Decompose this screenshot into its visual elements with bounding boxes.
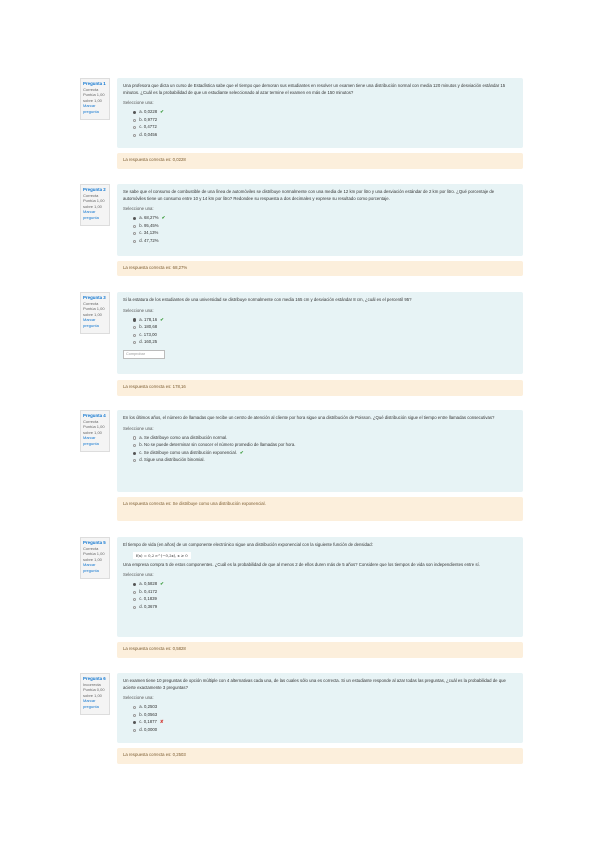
answer-option-text: 0,9772 (143, 116, 158, 122)
radio-button[interactable] (133, 706, 136, 709)
question-text: El tiempo de vida (en años) de un componente electrónico sigue una distribución exponencial con la siguiente función de densidad: (123, 542, 373, 547)
answer-option[interactable] (133, 316, 517, 324)
select-label: Seleccione una: (123, 307, 154, 313)
feedback-box (117, 642, 523, 658)
correct-answer-text: La respuesta correcta es: 178,16 (123, 384, 186, 389)
density-formula: f(x) = 0,2 e^(−0,2x), x ≥ 0 (133, 552, 191, 559)
radio-button[interactable] (133, 721, 136, 724)
answer-option-text: 47,72% (143, 238, 159, 244)
question-info (80, 537, 110, 579)
question-status: Incorrecta (83, 681, 101, 687)
answer-options (123, 581, 517, 611)
correct-answer-text: La respuesta correcta es: 68,27% (123, 265, 188, 270)
question-info (80, 184, 110, 226)
answer-option[interactable] (133, 238, 517, 246)
answer-option-label: d. (139, 604, 143, 610)
flag-question-link[interactable]: Marcar pregunta (83, 562, 99, 573)
question-text: Se sabe que el consumo de combustible de una línea de automóviles se distribuye normalmente con una media de 12 km por litro y una desviación estándar de 2 km por litro. ¿Qué porcentaje de automóviles tiene un consumo entre 10 y 14 km por litro? Redondee su respuesta a dos decimales y exprese su resultado como porcentaje. (123, 189, 495, 201)
answer-option-label: c. (139, 719, 143, 725)
answer-option-text: 0,5828 (143, 581, 158, 587)
answer-option[interactable] (133, 434, 517, 442)
radio-button[interactable] (133, 591, 136, 594)
answer-option-label: a. (139, 581, 143, 587)
answer-option-text: 0,0228 (143, 109, 158, 115)
answer-option[interactable] (133, 222, 517, 230)
question-status: Correcta (83, 86, 99, 92)
answer-option[interactable] (133, 324, 517, 332)
question-info (80, 673, 110, 715)
question-score: Puntúa 1,00 sobre 1,00 (83, 306, 105, 317)
question-number: Pregunta 1 (83, 81, 106, 86)
question-text: En los últimos años, el número de llamadas que recibe un centro de atención al cliente por hora sigue una distribución de Poisson. ¿Qué distribución sigue el tiempo entre llamadas consecutivas? (123, 415, 495, 420)
answer-option[interactable] (133, 581, 517, 589)
question-content (117, 184, 523, 256)
answer-option-label: c. (139, 449, 143, 455)
flag-question-link[interactable]: Marcar pregunta (83, 209, 99, 220)
question-content (117, 78, 523, 148)
answer-option-label: b. (139, 588, 143, 594)
answer-option-label: d. (139, 238, 143, 244)
answer-options (123, 109, 517, 139)
answer-option[interactable] (133, 588, 517, 596)
answer-options (123, 434, 517, 464)
answer-option-text: 173,00 (143, 331, 157, 337)
correct-answer-text: La respuesta correcta es: Se distribuye como una distribución exponencial. (123, 501, 266, 506)
flag-question-link[interactable]: Marcar pregunta (83, 317, 99, 328)
question-info (80, 78, 110, 120)
radio-button[interactable] (133, 326, 136, 329)
answer-option-label: d. (139, 132, 143, 138)
feedback-box (117, 497, 523, 521)
answer-option[interactable] (133, 116, 517, 124)
answer-option-label: a. (139, 316, 143, 322)
radio-button[interactable] (133, 583, 136, 586)
question-content (117, 537, 523, 637)
answer-option-label: b. (139, 222, 143, 228)
question-text-continued: Una empresa compra 5 de estos componentes. ¿Cuál es la probabilidad de que al menos 2 de ellos duren más de 5 años? Considere que los tiempos de vida son independientes entre sí. (123, 561, 480, 567)
feedback-box (117, 748, 523, 764)
correct-answer-text: La respuesta correcta es: 0,5828 (123, 646, 186, 651)
answer-option-label: d. (139, 727, 143, 733)
radio-button[interactable] (133, 334, 136, 337)
answer-option-text: Sigue una distribución binomial. (143, 457, 205, 463)
radio-button[interactable] (133, 729, 136, 732)
question-score: Puntúa 0,00 sobre 1,00 (83, 687, 105, 698)
answer-option-label: a. (139, 109, 143, 115)
answer-option-label: c. (139, 230, 143, 236)
question-content (117, 292, 523, 374)
feedback-box (117, 380, 523, 396)
correct-check-icon: ✔ (161, 215, 166, 221)
answer-option-text: 0,2503 (143, 704, 158, 710)
answer-option[interactable] (133, 596, 517, 604)
question-text: Si la estatura de los estudiantes de una universidad se distribuye normalmente con media 165 cm y desviación estándar 8 cm, ¿cuál es el percentil 95? (123, 297, 412, 302)
radio-button[interactable] (133, 126, 136, 129)
answer-option-label: d. (139, 457, 143, 463)
answer-option-label: b. (139, 711, 143, 717)
answer-option[interactable] (133, 704, 517, 712)
answer-option[interactable] (133, 727, 517, 735)
question-text: Un examen tiene 10 preguntas de opción múltiple con 4 alternativas cada una, de las cuales sólo una es correcta. Si un estudiante responde al azar todas las preguntas, ¿cuál es la probabilidad de que acierte exactamente 3 preguntas? (123, 678, 506, 690)
answer-option-text: 95,45% (143, 222, 159, 228)
radio-button[interactable] (133, 318, 136, 321)
answer-option-text: 0,4772 (143, 124, 157, 130)
radio-button[interactable] (133, 444, 136, 447)
radio-button[interactable] (133, 459, 136, 462)
question-status: Correcta (83, 300, 99, 306)
radio-button[interactable] (133, 111, 136, 114)
question-info (80, 292, 110, 334)
answer-option-text: 0,0563 (143, 711, 158, 717)
correct-check-icon: ✔ (160, 109, 164, 115)
question-number: Pregunta 2 (83, 187, 106, 192)
question-score: Puntúa 1,00 sobre 1,00 (83, 92, 105, 103)
question-content (117, 410, 523, 492)
answer-option-text: 0,0456 (143, 132, 158, 138)
question-status: Correcta (83, 418, 99, 424)
answer-option-label: b. (139, 116, 143, 122)
answer-option-text: 0,1839 (143, 596, 157, 602)
answer-option-label: c. (139, 596, 143, 602)
question-score: Puntúa 1,00 sobre 1,00 (83, 198, 105, 209)
answer-option-text: Se distribuye como una distribución normal. (143, 434, 228, 440)
answer-option-text: 180,68 (143, 324, 158, 330)
check-button[interactable]: Comprobar (123, 350, 165, 359)
flag-question-link[interactable]: Marcar pregunta (83, 103, 99, 114)
answer-option-text: No se puede determinar sin conocer el número promedio de llamadas por hora. (143, 442, 296, 448)
answer-option-text: 0,3679 (143, 604, 158, 610)
answer-option-label: a. (139, 434, 143, 440)
answer-option-text: 0,0000 (143, 727, 158, 733)
question-number: Pregunta 3 (83, 295, 106, 300)
answer-option[interactable] (133, 124, 517, 132)
answer-option[interactable] (133, 109, 517, 117)
feedback-box (117, 261, 523, 276)
correct-check-icon: ✔ (160, 316, 164, 322)
answer-option-text: 178,16 (143, 316, 158, 322)
answer-options (123, 704, 517, 734)
correct-check-icon: ✔ (160, 581, 164, 587)
question-info (80, 410, 110, 452)
question-score: Puntúa 1,00 sobre 1,00 (83, 551, 105, 562)
question-score: Puntúa 1,00 sobre 1,00 (83, 424, 105, 435)
radio-button[interactable] (133, 714, 136, 717)
answer-option-label: a. (139, 704, 143, 710)
correct-answer-text: La respuesta correcta es: 0,2503 (123, 752, 186, 757)
answer-option[interactable] (133, 604, 517, 612)
select-label: Seleccione una: (123, 572, 154, 578)
feedback-box (117, 153, 523, 169)
question-status: Correcta (83, 545, 99, 551)
radio-button[interactable] (133, 217, 136, 220)
select-label: Seleccione una: (123, 100, 154, 106)
answer-option-text: 68,27% (143, 215, 159, 221)
answer-option[interactable] (133, 719, 517, 727)
correct-answer-text: La respuesta correcta es: 0,0228 (123, 157, 186, 162)
flag-question-link[interactable]: Marcar pregunta (83, 435, 99, 446)
answer-option-label: c. (139, 124, 143, 130)
radio-button[interactable] (133, 598, 136, 601)
select-label: Seleccione una: (123, 206, 154, 212)
radio-button[interactable] (133, 232, 136, 235)
answer-option-label: d. (139, 339, 143, 345)
correct-check-icon: ✔ (239, 449, 244, 455)
radio-button[interactable] (133, 134, 136, 137)
answer-options (123, 316, 517, 346)
answer-option[interactable] (133, 230, 517, 238)
answer-option[interactable] (133, 132, 517, 140)
question-number: Pregunta 4 (83, 413, 106, 418)
answer-option-text: 0,4172 (143, 588, 158, 594)
question-content (117, 673, 523, 743)
question-number: Pregunta 6 (83, 676, 106, 681)
radio-button[interactable] (133, 452, 136, 455)
radio-button[interactable] (133, 341, 136, 344)
answer-option[interactable] (133, 442, 517, 450)
radio-button[interactable] (133, 606, 136, 609)
answer-option-text: Se distribuye como una distribución exponencial. (143, 449, 237, 455)
select-label: Seleccione una: (123, 425, 154, 431)
answer-option[interactable] (133, 331, 517, 339)
answer-option[interactable] (133, 457, 517, 465)
question-status: Correcta (83, 192, 99, 198)
flag-question-link[interactable]: Marcar pregunta (83, 698, 99, 709)
question-number: Pregunta 5 (83, 540, 106, 545)
answer-option-text: 160,25 (143, 339, 158, 345)
answer-option-label: a. (139, 215, 143, 221)
answer-option[interactable] (133, 449, 517, 457)
radio-button[interactable] (133, 225, 136, 228)
answer-option-label: b. (139, 442, 143, 448)
radio-button[interactable] (133, 119, 136, 122)
select-label: Seleccione una: (123, 695, 154, 701)
answer-option-label: b. (139, 324, 143, 330)
answer-option-text: 34,13% (143, 230, 159, 236)
radio-button[interactable] (133, 436, 136, 439)
answer-option-text: 0,1877 (143, 719, 157, 725)
answer-option-label: c. (139, 331, 143, 337)
incorrect-cross-icon: ✘ (159, 719, 164, 725)
answer-options (123, 215, 517, 245)
question-text: Una profesora que dicta un curso de Estadística sabe que el tiempo que demoran sus estudiantes en resolver un examen tiene una distribución normal con media 120 minutos y desviación estándar 15 minutos. ¿Cuál es la probabilidad de que un estudiante seleccionado al azar termine el examen en más de 150 minutos? (123, 83, 506, 95)
answer-option[interactable] (133, 711, 517, 719)
answer-option[interactable] (133, 215, 517, 223)
answer-option[interactable] (133, 339, 517, 347)
radio-button[interactable] (133, 240, 136, 243)
